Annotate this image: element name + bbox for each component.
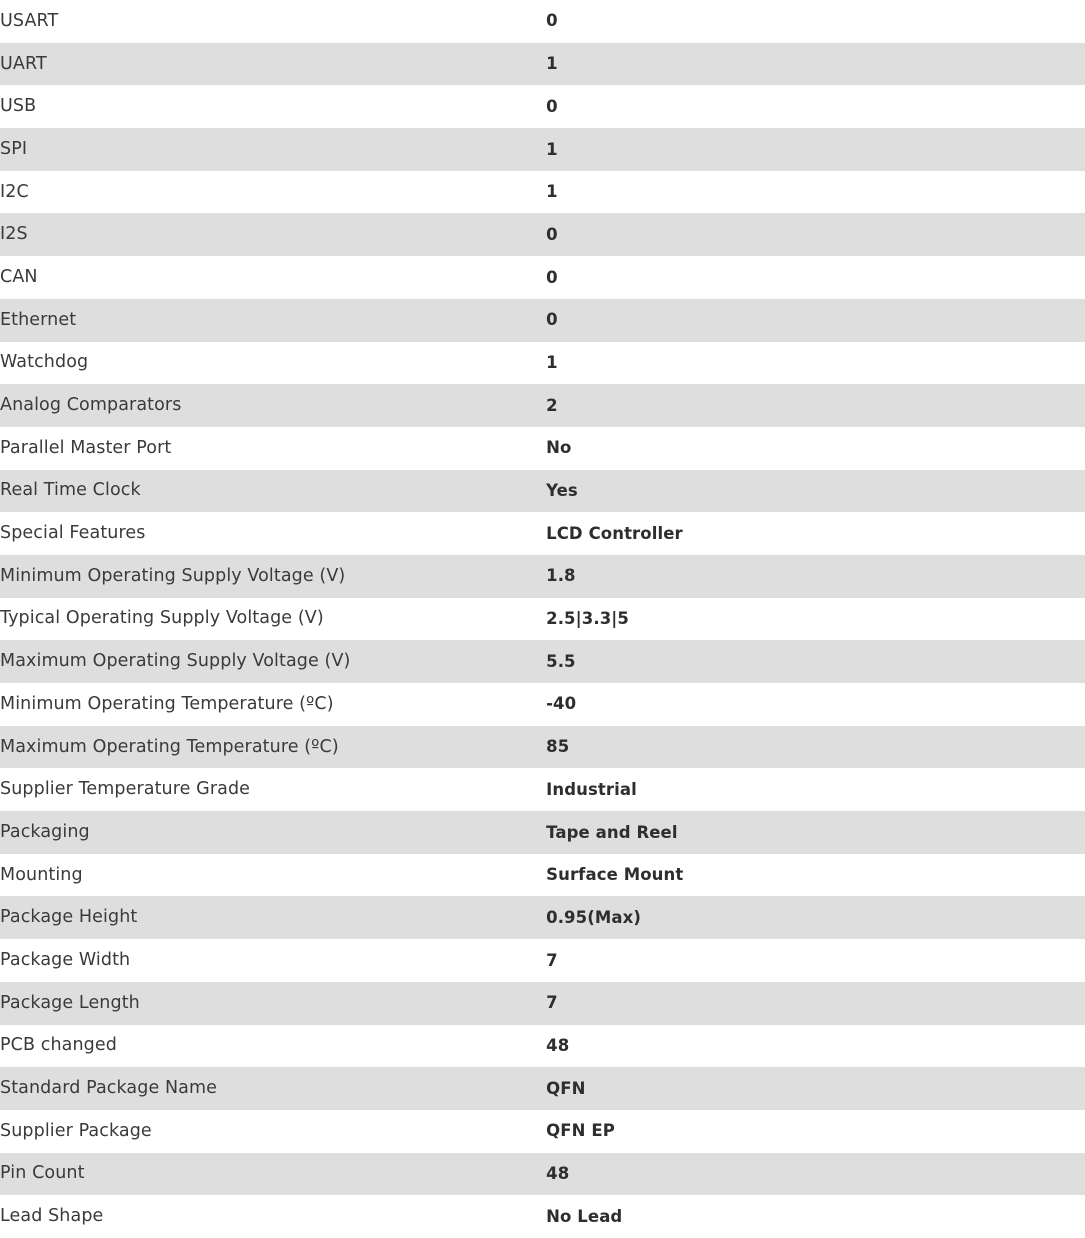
spec-label: USART <box>0 10 59 31</box>
spec-value: 7 <box>546 993 558 1013</box>
table-row <box>0 213 1085 256</box>
spec-value: -40 <box>546 694 577 714</box>
table-row <box>0 128 1085 171</box>
spec-value: 48 <box>546 1164 570 1183</box>
spec-value: 1.8 <box>546 566 576 586</box>
table-row <box>0 1153 1085 1196</box>
spec-value: 85 <box>546 737 570 757</box>
table-row <box>0 384 1085 427</box>
spec-value: 0 <box>546 96 558 116</box>
spec-label: Parallel Master Port <box>0 437 172 458</box>
spec-value: Yes <box>546 481 578 500</box>
table-row <box>0 726 1085 769</box>
table-row <box>0 939 1085 982</box>
spec-label: Minimum Operating Temperature (ºC) <box>0 693 334 714</box>
spec-value: 0 <box>546 11 558 31</box>
spec-label: Maximum Operating Supply Voltage (V) <box>0 651 351 672</box>
spec-value: No <box>546 438 572 458</box>
spec-label: Ethernet <box>0 309 77 330</box>
table-row <box>0 0 1085 43</box>
spec-value: 2.5|3.3|5 <box>546 609 630 629</box>
spec-label: SPI <box>0 138 28 159</box>
spec-value: 48 <box>546 1035 570 1055</box>
table-row <box>0 171 1085 214</box>
spec-value: No Lead <box>546 1206 623 1226</box>
table-row <box>0 982 1085 1025</box>
spec-label: Real Time Clock <box>0 480 141 501</box>
spec-label: Package Length <box>0 992 140 1013</box>
table-row <box>0 1067 1085 1110</box>
table-row <box>0 342 1085 385</box>
spec-value: 1 <box>546 139 558 159</box>
spec-label: Lead Shape <box>0 1206 104 1227</box>
spec-value: 1 <box>546 352 558 372</box>
spec-value: QFN EP <box>546 1121 615 1141</box>
table-row <box>0 299 1085 342</box>
spec-label: Package Width <box>0 949 131 970</box>
spec-label: Supplier Temperature Grade <box>0 779 251 800</box>
spec-label: Analog Comparators <box>0 395 182 416</box>
spec-label: Watchdog <box>0 352 89 373</box>
table-row <box>0 768 1085 811</box>
table-row <box>0 470 1085 513</box>
table-row <box>0 811 1085 854</box>
table-row <box>0 85 1085 128</box>
spec-label: USB <box>0 96 37 117</box>
spec-value: Tape and Reel <box>546 822 678 842</box>
spec-value: 1 <box>546 54 558 74</box>
spec-value: 1 <box>546 182 558 202</box>
table-row <box>0 1195 1085 1238</box>
spec-value: 0 <box>546 224 558 244</box>
spec-label: Maximum Operating Temperature (ºC) <box>0 736 339 757</box>
table-row <box>0 854 1085 897</box>
spec-label: Package Height <box>0 907 138 928</box>
table-row <box>0 1025 1085 1068</box>
table-row <box>0 683 1085 726</box>
spec-label: I2S <box>0 224 28 245</box>
spec-value: 0 <box>546 310 558 330</box>
spec-value: Industrial <box>546 779 637 799</box>
spec-label: PCB changed <box>0 1035 117 1056</box>
table-row <box>0 427 1085 470</box>
spec-label: UART <box>0 53 47 74</box>
spec-value: QFN <box>546 1078 586 1098</box>
spec-label: Standard Package Name <box>0 1078 218 1099</box>
spec-label: Pin Count <box>0 1163 85 1184</box>
table-row <box>0 43 1085 86</box>
table-row <box>0 896 1085 939</box>
table-row <box>0 555 1085 598</box>
spec-label: Typical Operating Supply Voltage (V) <box>0 608 324 629</box>
spec-label: I2C <box>0 181 29 202</box>
table-row <box>0 640 1085 683</box>
spec-label: Special Features <box>0 523 146 544</box>
spec-label: Supplier Package <box>0 1120 152 1141</box>
spec-label: Minimum Operating Supply Voltage (V) <box>0 565 346 586</box>
spec-value: Surface Mount <box>546 865 684 885</box>
spec-value: 0 <box>546 267 558 287</box>
spec-label: Mounting <box>0 864 83 885</box>
spec-value: 0.95(Max) <box>546 907 641 927</box>
spec-value: 5.5 <box>546 651 576 671</box>
table-row <box>0 256 1085 299</box>
table-row <box>0 1110 1085 1153</box>
table-row <box>0 512 1085 555</box>
spec-label: CAN <box>0 266 38 287</box>
spec-value: 7 <box>546 950 558 970</box>
spec-label: Packaging <box>0 821 90 842</box>
spec-value: LCD Controller <box>546 523 683 543</box>
spec-value: 2 <box>546 395 558 415</box>
table-row <box>0 598 1085 641</box>
